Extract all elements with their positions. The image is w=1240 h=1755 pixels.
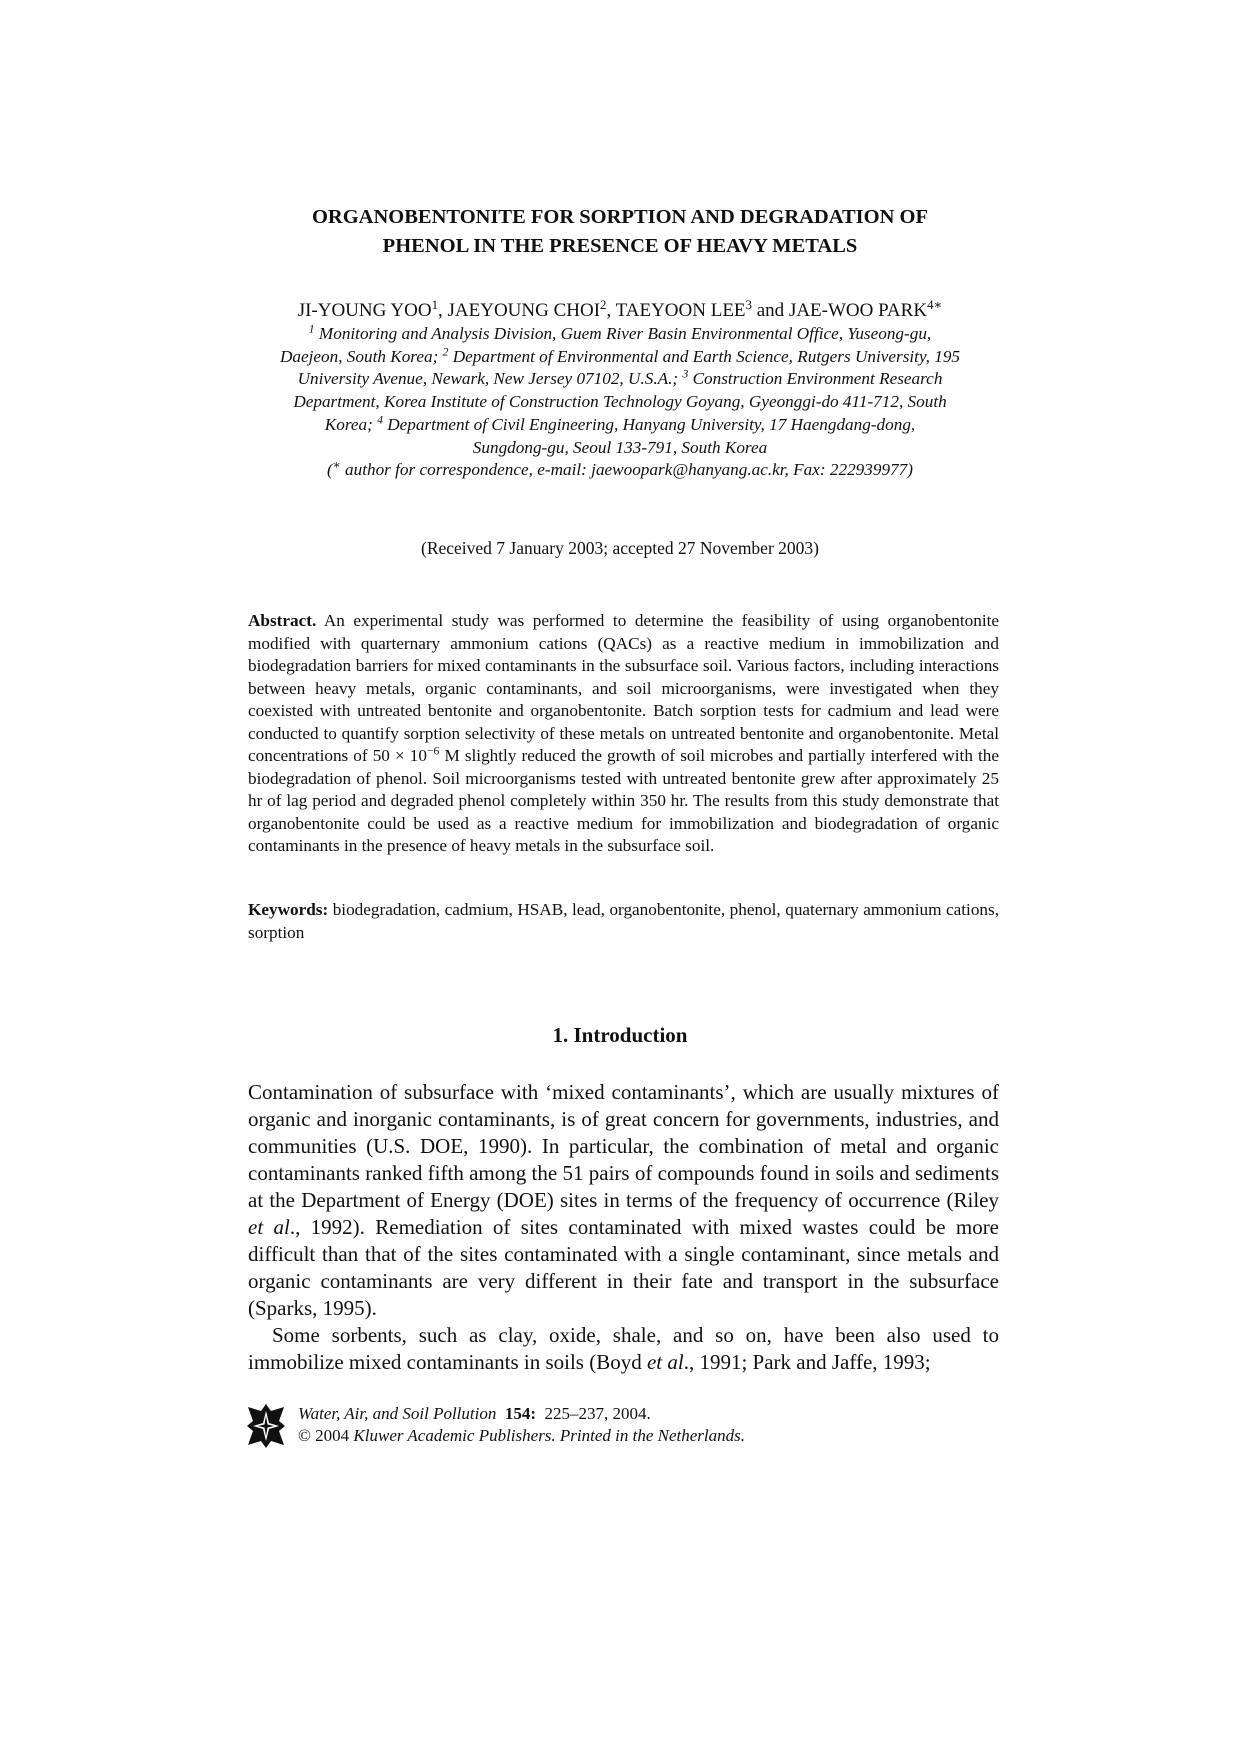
affil-text: (	[327, 460, 333, 480]
affil-text: Monitoring and Analysis Division, Guem River Basin Environmental Office, Yuseong-gu,	[314, 324, 932, 343]
affil-text: Department of Environmental and Earth Science, Rutgers University, 195	[448, 346, 961, 366]
title-line-1: ORGANOBENTONITE FOR SORPTION AND DEGRADATION OF	[311, 206, 929, 228]
affiliation-line	[200, 414, 1040, 437]
author-2-affil: 2	[600, 296, 607, 312]
affil-text: Daejeon, South Korea;	[279, 346, 443, 366]
affil-marker: 1	[308, 322, 315, 336]
journal-footer	[298, 1403, 745, 1447]
copyright-line	[298, 1425, 745, 1447]
publisher-logo-icon	[246, 1403, 286, 1449]
affil-text: Department of Civil Engineering, Hanyang University, 17 Haengdang-dong,	[382, 414, 916, 434]
introduction-body	[248, 1079, 999, 1376]
author-3: TAEYOON LEE	[615, 300, 746, 321]
received-dates: (Received 7 January 2003; accepted 27 November 2003)	[421, 538, 819, 558]
paragraph-text: Some sorbents, such as clay, oxide, shale, and so on, have been also used to immobilize mixed contaminants in soils (Boyd	[248, 1323, 999, 1374]
journal-pages: 225–237, 2004.	[544, 1404, 651, 1423]
journal-citation	[298, 1403, 745, 1425]
copyright-text: © 2004	[298, 1426, 354, 1445]
journal-volume: 154:	[504, 1404, 537, 1423]
title-line-2: PHENOL IN THE PRESENCE OF HEAVY METALS	[382, 235, 858, 257]
affiliation-line: Department, Korea Institute of Construction Technology Goyang, Gyeonggi-do 411-712, South	[293, 392, 947, 412]
affiliation-line	[200, 323, 1040, 346]
journal-name: Water, Air, and Soil Pollution	[298, 1404, 497, 1423]
author-4: JAE-WOO PARK	[788, 300, 928, 321]
abstract-text: M slightly reduced the growth of soil microbes and partially interfered with the biodegradation of phenol. Soil microorganisms tested with untreated bentonite grew after approximately 25 hr of lag period and degraded phenol completely within 350 hr. The results from this study demonstrate that organobentonite could be used as a reactive medium for immobilization and biodegradation of organic contaminants in the presence of heavy metals in the subsurface soil.	[248, 746, 999, 855]
citation-etal: et al	[248, 1215, 290, 1239]
abstract-exponent: −6	[426, 744, 440, 758]
correspondence-text: author for correspondence, e-mail: jaewoopark@hanyang.ac.kr, Fax: 222939977)	[340, 460, 913, 480]
correspondence-line	[200, 459, 1040, 482]
author-1-affil: 1	[431, 296, 439, 312]
paragraph	[248, 1322, 999, 1376]
paragraph-text: Contamination of subsurface with ‘mixed contaminants’, which are usually mixtures of organic and inorganic contaminants, is of great concern for governments, industries, and communities (U.S. DOE, 1990). In particular, the combination of metal and organic contaminants ranked fifth among the 51 pairs of compounds found in soils and sediments at the Department of Energy (DOE) sites in terms of the frequency of occurrence (Riley	[248, 1080, 999, 1212]
affil-marker: 3	[682, 367, 689, 381]
author-separator: ,	[438, 300, 448, 321]
paragraph-text: ., 1992). Remediation of sites contaminated with mixed wastes could be more difficult than that of the sites contaminated with a single contaminant, since metals and organic contaminants are very different in their fate and transport in the subsurface (Sparks, 1995).	[248, 1215, 1000, 1320]
affil-marker: 4	[377, 413, 383, 427]
author-4-affil: 4∗	[927, 296, 943, 312]
paragraph-text: ., 1991; Park and Jaffe, 1993;	[683, 1350, 931, 1374]
affil-marker: ∗	[332, 458, 341, 472]
affiliation-line	[200, 368, 1040, 391]
author-list	[200, 296, 1040, 323]
author-separator: ,	[606, 300, 616, 321]
author-3-affil: 3	[745, 296, 752, 312]
affiliation-line: Sungdong-gu, Seoul 133-791, South Korea	[472, 437, 768, 457]
affil-text: Korea;	[324, 414, 378, 434]
paragraph	[248, 1079, 999, 1322]
affiliations	[200, 323, 1040, 482]
author-1: JI-YOUNG YOO	[297, 300, 432, 321]
section-heading: 1. Introduction	[552, 1023, 688, 1047]
keywords	[248, 899, 999, 944]
citation-etal: et al	[646, 1350, 684, 1374]
publisher-text: Kluwer Academic Publishers. Printed in the Netherlands.	[353, 1426, 746, 1445]
affil-text: Construction Environment Research	[688, 369, 943, 389]
abstract	[248, 610, 999, 858]
author-2: JAEYOUNG CHOI	[447, 300, 601, 321]
keywords-text: biodegradation, cadmium, HSAB, lead, organobentonite, phenol, quaternary ammonium cations, sorption	[248, 900, 999, 942]
keywords-label: Keywords:	[248, 900, 329, 919]
paper-title	[240, 203, 1000, 261]
abstract-text: An experimental study was performed to determine the feasibility of using organobentonite modified with quarternary ammonium cations (QACs) as a reactive medium in immobilization and biodegradation barriers for mixed contaminants in the subsurface soil. Various factors, including interactions between heavy metals, organic contaminants, and soil microorganisms, were investigated when they coexisted with untreated bentonite and organobentonite. Batch sorption tests for cadmium and lead were conducted to quantify sorption selectivity of these metals on untreated bentonite and organobentonite. Metal concentrations of 50 × 10	[248, 611, 999, 765]
affil-marker: 2	[442, 345, 449, 359]
author-separator: and	[752, 300, 789, 321]
affiliation-line	[200, 346, 1040, 369]
affil-text: University Avenue, Newark, New Jersey 07102, U.S.A.;	[297, 369, 683, 389]
abstract-label: Abstract.	[248, 611, 317, 630]
